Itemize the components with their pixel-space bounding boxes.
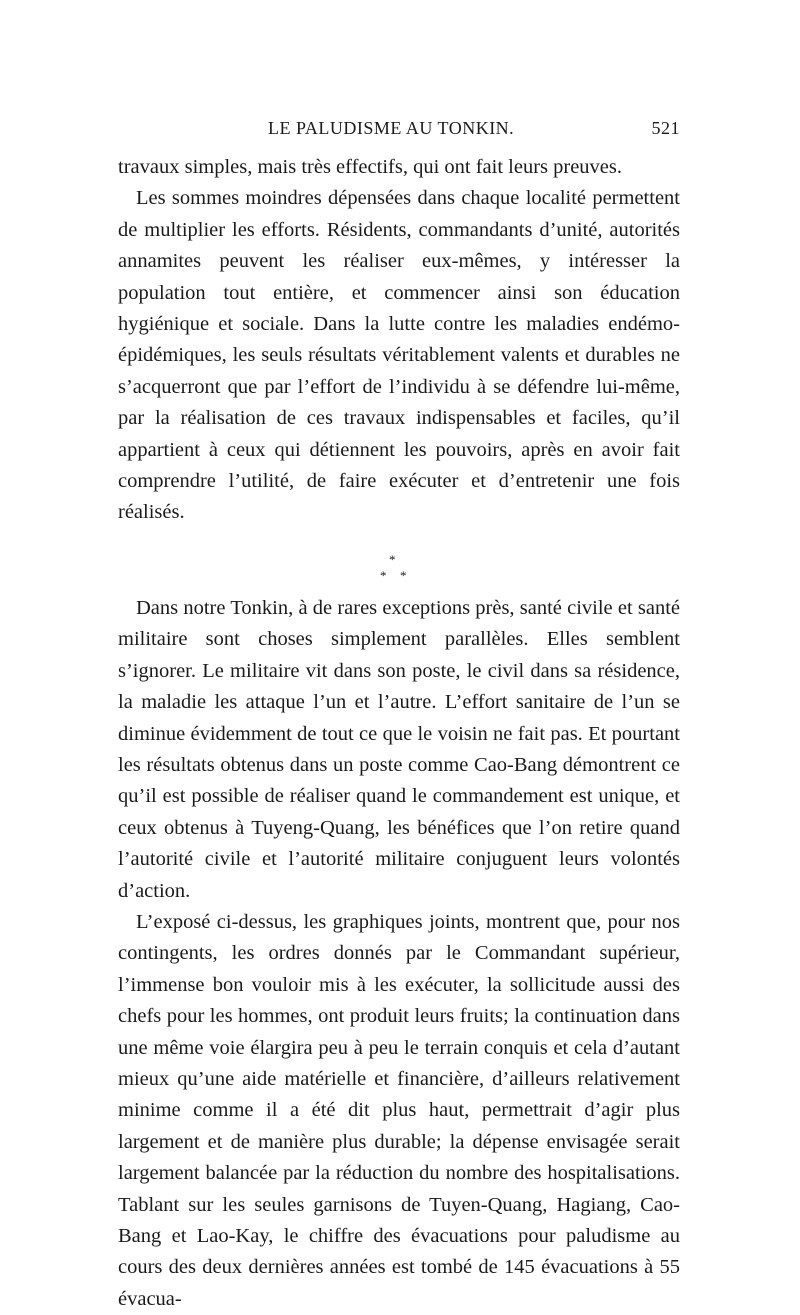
running-header bbox=[118, 118, 680, 152]
running-title: LE PALUDISME AU TONKIN. bbox=[268, 118, 515, 138]
paragraph: Dans notre Tonkin, à de rares exceptions près, santé civile et santé militaire sont choses simplement parallèles. Elles semblent s’ignorer. Le militaire vit dans son poste, le civil dans sa résidence, la maladie les attaque l’un et l’autre. L’effort sanitaire de l’un se diminue évidemment de tout ce que le voisin ne fait pas. Et pourtant les résultats obtenus dans un poste comme Cao-Bang démontrent ce qu’il est possible de réaliser quand le commandement est unique, et ceux obtenus à Tuyeng-Quang, les bénéfices que l’on retire quand l’autorité civile et l’autorité militaire conjuguent leurs volontés d’action. bbox=[118, 596, 680, 902]
book-page bbox=[118, 118, 680, 1315]
asterism-star: * bbox=[389, 551, 396, 567]
asterism-star: * bbox=[380, 567, 387, 583]
paragraph-continuation: travaux simples, mais très effectifs, qui ont fait leurs preuves. bbox=[118, 156, 623, 178]
paragraph: L’exposé ci-dessus, les graphiques joints, montrent que, pour nos contingents, les ordres donnés par le Commandant supérieur, l’immense bon vouloir mis à les exécuter, la sollicitude aussi des chefs pour les hommes, ont produit leurs fruits; la continuation dans une même voie élargira peu à peu le terrain conquis et cela d’autant mieux qu’une aide matérielle et financière, d’ailleurs relativement minime comme il a été dit plus haut, permettrait d’agir plus largement et de manière plus durable; la dépense envisagée serait largement balancée par la réduction du nombre des hospitalisations. Tablant sur les seules garnisons de Tuyen-Quang, Hagiang, Cao-Bang et Lao-Kay, le chiffre des évacuations pour paludisme au cours des deux dernières années est tombé de 145 évacuations à 55 évacua- bbox=[118, 910, 680, 1310]
page-number: 521 bbox=[651, 118, 680, 138]
section-separator bbox=[118, 539, 680, 593]
asterism-star: * bbox=[400, 567, 407, 583]
paragraph: Les sommes moindres dépensées dans chaque localité permettent de multiplier les efforts. Résidents, commandants d’unité, autorités annamites peuvent les réaliser eux-mêmes, y intéresser la population tout entière, et commencer ainsi son éducation hygiénique et sociale. Dans la lutte contre les maladies endémo-épidémiques, les seuls résultats véritablement valents et durables ne s’acquerront que par l’effort de l’individu à se défendre lui-même, par la réalisation de ces travaux indispensables et faciles, qu’il appartient à ceux qui détiennent les pouvoirs, après en avoir fait comprendre l’utilité, de faire exécuter et d’entretenir une fois réalisés. bbox=[118, 187, 680, 524]
